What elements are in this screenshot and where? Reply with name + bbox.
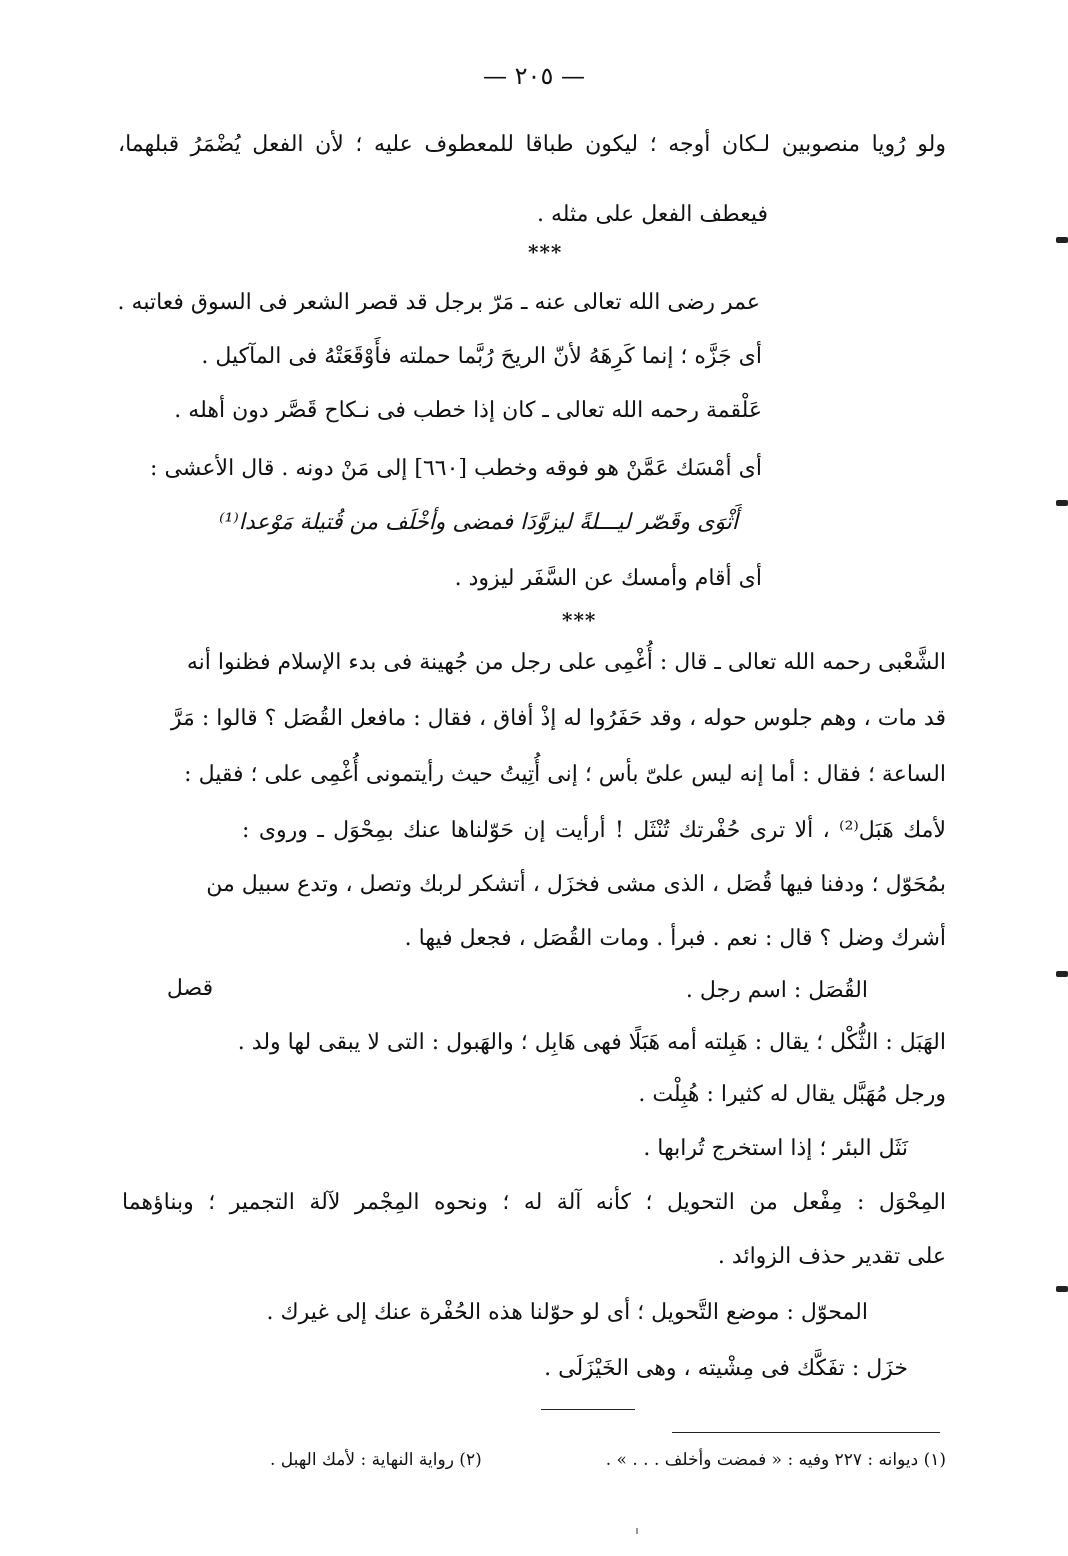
- margin-keyword: قصل: [166, 976, 214, 1001]
- footnote-rule: [672, 1432, 940, 1433]
- text-line: خزَل : تفَكَّك فى مِشْيته ، وهى الخَيْزَلَى .: [544, 1356, 908, 1381]
- footnote-1: (١) ديوانه : ٢٢٧ وفيه : « فمضت وأخلف . . . » .: [605, 1450, 946, 1470]
- text-end-rule: [541, 1409, 635, 1410]
- footnotes: [270, 1446, 946, 1474]
- text-line: الساعة ؛ فقال : أما إنه ليس علىّ بأس ؛ إنى أُتِيتُ حيث رأيتمونى أُغْمِى على ؛ فقيل :: [184, 762, 946, 787]
- scan-edge-mark: [1056, 237, 1068, 243]
- page-number: — ٢٠٥ —: [483, 62, 585, 90]
- section-separator: ***: [528, 240, 563, 264]
- footnote-2: (٢) رواية النهاية : لأمك الهبل .: [270, 1450, 482, 1470]
- text-line: نَثَل البئر ؛ إذا استخرج تُرابها .: [643, 1136, 908, 1161]
- verse-line: أَثْوَى وقَصّر ليـــلةً ليزوَّدَا فمضى وأخْلَف من قُتيلة مَوْعدا⁽¹⁾: [219, 510, 738, 535]
- text-line: ولو رُويا منصوبين لـكان أوجه ؛ ليكون طباقا للمعطوف عليه ؛ لأن الفعل يُضْمَرُ قبلهما،: [118, 132, 946, 157]
- text-line: أى أمْسَك عَمَّنْ هو فوقه وخطب [٦٦٠] إلى مَنْ دونه . قال الأعشى :: [150, 456, 762, 481]
- scan-edge-mark: [1056, 971, 1068, 977]
- text-line: الهَبَل : الثُّكْل ؛ يقال : هَبِلته أمه هَبَلًا فهى هَابِل ؛ والهَبول : التى لا يبقى لها ولد .: [237, 1030, 946, 1055]
- text-line: عَلْقمة رحمه الله تعالى ـ كان إذا خطب فى نـكاح قَصَّر دون أهله .: [174, 398, 762, 423]
- text-line: ورجل مُهَبَّل يقال له كثيرا : هُبِلْت .: [638, 1082, 946, 1107]
- text-line: أى جَزَّه ؛ إنما كَرِهَهُ لأنّ الريحَ رُبَّما حملته فأَوْقَعَتْهُ فى المآكيل .: [201, 344, 762, 369]
- text-line: أى أقام وأمسك عن السَّفَر ليزود .: [454, 566, 762, 591]
- text-line: على تقدير حذف الزوائد .: [717, 1244, 946, 1269]
- text-line: بمُحَوّل ؛ ودفنا فيها قُصَل ، الذى مشى فخزَل ، أتشكر لربك وتصل ، وتدع سبيل من: [206, 872, 946, 897]
- text-line: أشرك وضل ؟ قال : نعم . فبرأ . ومات القُصَل ، فجعل فيها .: [404, 926, 946, 951]
- text-line: المِحْوَل : مِفْعل من التحويل ؛ كأنه آلة له ؛ ونحوه المِجْمر لآلة التجمير ؛ وبناؤهما: [122, 1190, 946, 1215]
- text-line: عمر رضى الله تعالى عنه ـ مَرّ برجل قد قصر الشعر فى السوق فعاتبه .: [117, 290, 760, 315]
- text-line: الشَّعْبى رحمه الله تعالى ـ قال : أُغْمِى على رجل من جُهينة فى بدء الإسلام فظنوا أنه: [186, 650, 946, 675]
- text-line: المحوّل : موضع التَّحويل ؛ أى لو حوّلنا هذه الحُفْرة عنك إلى غيرك .: [266, 1300, 868, 1325]
- section-separator: ***: [562, 608, 597, 632]
- text-line: القُصَل : اسم رجل .: [685, 978, 868, 1003]
- text-line: لأمك هَبَل⁽²⁾ ، ألا ترى حُفْرتك تُنْثَل ! أرأيت إن حَوّلناها عنك بمِحْوَل ـ وروى :: [242, 818, 946, 843]
- scan-artifact-mark: [636, 1528, 638, 1534]
- text-line: فيعطف الفعل على مثله .: [536, 202, 768, 227]
- text-line: قد مات ، وهم جلوس حوله ، وقد حَفَرُوا له إذْ أفاق ، فقال : مافعل القُصَل ؟ قالوا : مَرَّ: [170, 706, 946, 731]
- scan-edge-mark: [1056, 500, 1068, 506]
- scan-edge-mark: [1056, 1286, 1068, 1292]
